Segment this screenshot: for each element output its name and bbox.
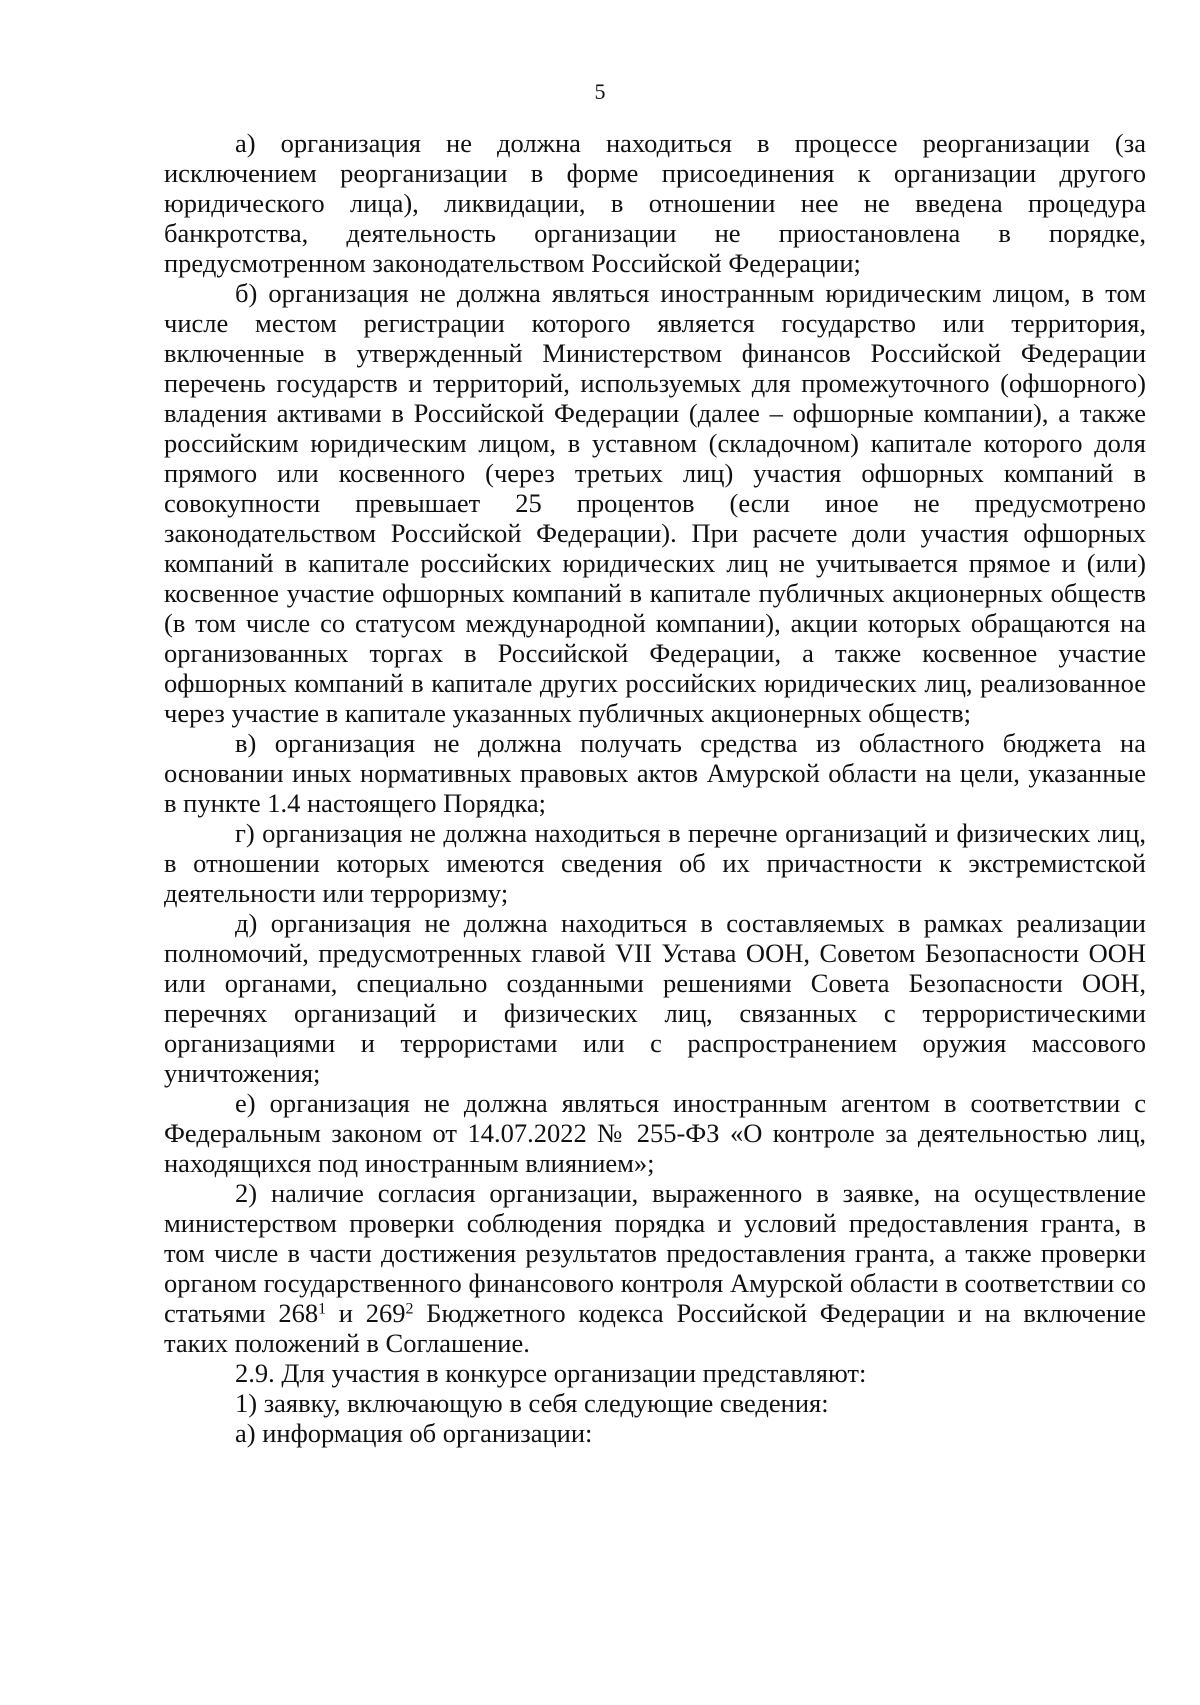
paragraph-1-application: 1) заявку, включающую в себя следующие сведения: bbox=[235, 1388, 829, 1418]
article-269-superscript: 2 bbox=[405, 1300, 414, 1318]
paragraph-g-extremism: г) организация не должна находиться в перечне организаций и физических лиц, в отношении которых имеются сведения об их причастности к экстремистской деятельности или терроризму; bbox=[164, 818, 1146, 908]
paragraph-a-reorganization: а) организация не должна находиться в процессе реорганизации (за исключением реорганизации в форме присоединения к организации другого юридического лица), ликвидации, в отношении нее не введена процедура банкротства, деятельность организации не приостановлена в порядке, предусмотренном законодательством Российской Федерации; bbox=[164, 128, 1146, 278]
page-number: 5 bbox=[594, 79, 606, 104]
paragraph-e-foreign-agent: е) организация не должна являться иностранным агентом в соответствии с Федеральным законом от 14.07.2022 № 255-ФЗ «О контроле за деятельностью лиц, находящихся под иностранным влиянием»; bbox=[164, 1088, 1146, 1178]
paragraph-a-organization-info: а) информация об организации: bbox=[235, 1418, 593, 1448]
consent-text-part2: и 269 bbox=[326, 1298, 406, 1328]
paragraph-2-consent bbox=[164, 1178, 1146, 1358]
consent-text-part1: 2) наличие согласия организации, выраженного в заявке, на осуществление министерством проверки соблюдения порядка и условий предоставления гранта, в том числе в части достижения результатов предоставления гранта, а также проверки органом государственного финансового контроля Амурской области в соответствии со статьями 268 bbox=[164, 1178, 1146, 1328]
paragraph-b-offshore: б) организация не должна являться иностранным юридическим лицом, в том числе местом регистрации которого является государство или территория, включенные в утвержденный Министерством финансов Российской Федерации перечень государств и территорий, используемых для промежуточного (офшорного) владения активами в Российской Федерации (далее – офшорные компании), а также российским юридическим лицом, в уставном (складочном) капитале которого доля прямого или косвенного (через третьих лиц) участия офшорных компаний в совокупности превышает 25 процентов (если иное не предусмотрено законодательством Российской Федерации). При расчете доли участия офшорных компаний в капитале российских юридических лиц не учитывается прямое и (или) косвенное участие офшорных компаний в капитале публичных акционерных обществ (в том числе со статусом международной компании), акции которых обращаются на организованных торгах в Российской Федерации, а также косвенное участие офшорных компаний в капитале других российских юридических лиц, реализованное через участие в капитале указанных публичных акционерных обществ; bbox=[164, 278, 1146, 728]
paragraph-2-9-heading: 2.9. Для участия в конкурсе организации представляют: bbox=[235, 1358, 867, 1388]
paragraph-d-un-lists: д) организация не должна находиться в составляемых в рамках реализации полномочий, предусмотренных главой VII Устава ООН, Советом Безопасности ООН или органами, специально созданными решениями Совета Безопасности ООН, перечнях организаций и физических лиц, связанных с террористическими организациями и террористами или с распространением оружия массового уничтожения; bbox=[164, 908, 1146, 1088]
paragraph-v-budget-funds: в) организация не должна получать средства из областного бюджета на основании иных нормативных правовых актов Амурской области на цели, указанные в пункте 1.4 настоящего Порядка; bbox=[164, 728, 1146, 818]
consent-text-part3: Бюджетного кодекса Российской Федерации и на включение таких положений в Соглашение. bbox=[164, 1298, 1147, 1358]
article-268-superscript: 1 bbox=[318, 1300, 327, 1318]
document-body bbox=[164, 128, 1146, 1448]
